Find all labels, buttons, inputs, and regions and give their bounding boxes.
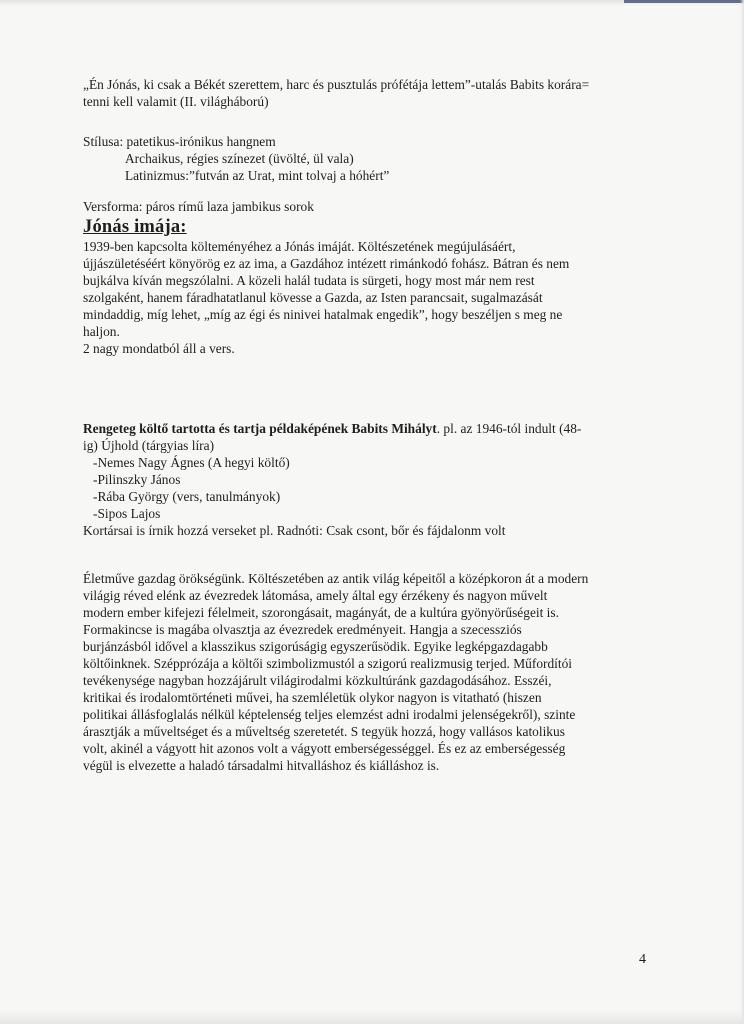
followers-block [83,420,663,539]
style-line-3: Latinizmus:”futván az Urat, mint tolvaj a hóhért” [125,168,390,183]
legacy-line-8: kritikai és irodalomtörténeti művei, ha szemléletük olykor nagyon is vitatható (hiszen [83,690,542,705]
legacy-line-11: volt, akinél a vágyott hit azonos volt a vágyott emberségességgel. És ez az emberségesség [83,741,566,756]
followers-line-2: ig) Újhold (tárgyias líra) [83,438,215,453]
verse-form [83,198,663,215]
jonas-line-1: 1939-ben kapcsolta költeményéhez a Jónás imáját. Költészetének megújulásáért, [83,239,516,254]
legacy-line-7: tevékenysége nagyban hozzájárult világirodalmi közkultúránk gazdagodásához. Esszéi, [83,673,552,688]
legacy-line-12: végül is elvezette a haladó társadalmi hitvalláshoz és kiálláshoz is. [83,758,440,773]
jonas-line-5: mindaddig, míg lehet, „míg az égi és ninivei hatalmak engedik”, hogy beszéljen s meg ne [83,307,563,322]
scan-edge-right [740,0,744,1024]
legacy-line-3: modern ember kifejezi félelmeit, szorongásait, magányát, de a kultúra gyönyörűségeit is. [83,605,559,620]
jonas-heading: Jónás imája: [83,217,187,237]
followers-line-1 [83,420,663,437]
legacy-line-1: Életműve gazdag örökségünk. Költészetében az antik világ képeitől a középkoron át a modern [83,571,589,586]
quote-line-2: tenni kell valamit (II. világháború) [83,94,269,109]
style-line-2: Archaikus, régies színezet (üvölté, ül vala) [125,151,354,166]
legacy-line-9: politikai állásfoglalás nélkül képtelenség teljes elemzést adni irodalmi jelenségekről), szinte [83,707,576,722]
page-number: 4 [639,952,646,967]
jonas-line-2: újjászületéséért könyörög ez az ima, a Gazdához intézett rimánkodó fohász. Bátran és nem [83,256,570,271]
follower-item: -Rába György (vers, tanulmányok) [93,489,281,504]
style-block [83,133,663,184]
quote-block [83,76,663,110]
follower-item: -Sipos Lajos [93,506,161,521]
quote-line-1: „Én Jónás, ki csak a Békét szerettem, harc és pusztulás prófétája lettem”-utalás Babits korára= [83,77,590,92]
jonas-line-7: 2 nagy mondatból áll a vers. [83,341,235,356]
follower-item: -Nemes Nagy Ágnes (A hegyi költő) [93,455,290,470]
legacy-line-10: árasztják a műveltséget és a műveltség szeretetét. S tegyük hozzá, hogy vallásos katolikus [83,724,565,739]
scan-edge-corner [624,0,744,3]
jonas-line-3: bujkálva kíván megszólalni. A közeli halál tudata is sürgeti, hogy most már nem rest [83,273,535,288]
followers-closing: Kortársai is írnik hozzá verseket pl. Radnóti: Csak csont, bőr és fájdalonm volt [83,523,506,538]
jonas-line-4: szolgaként, hanem fáradhatatlanul kövesse a Gazda, az Isten parancsait, sugalmazását [83,290,543,305]
followers-bold-text: Rengeteg költő tartotta és tartja példaképének Babits Mihályt [83,421,437,436]
legacy-line-2: világig réved elénk az évezredek látomása, amely által egy érzékeny és nagyon művelt [83,588,548,603]
jonas-line-6: haljon. [83,324,120,339]
verse-form-line: Versforma: páros rímű laza jambikus sorok [83,199,314,214]
legacy-line-4: Formakincse is magába olvasztja az évezredek eredményeit. Hangja a szecessziós [83,622,522,637]
style-line-1: Stílusa: patetikus-irónikus hangnem [83,134,276,149]
followers-rest-text: . pl. az 1946-tól indult (48- [436,421,582,436]
follower-item: -Pilinszky János [93,472,181,487]
legacy-paragraph [83,570,663,774]
scan-edge-bottom [0,1010,744,1024]
legacy-line-6: költőinknek. Szépprózája a költői szimbolizmustól a szigorú realizmusig terjed. Műfordítói [83,656,573,671]
legacy-line-5: burjánzásból idővel a klasszikus szigorúságig egyszerűsödik. Egyike legképgazdagabb [83,639,548,654]
jonas-paragraph [83,238,663,357]
